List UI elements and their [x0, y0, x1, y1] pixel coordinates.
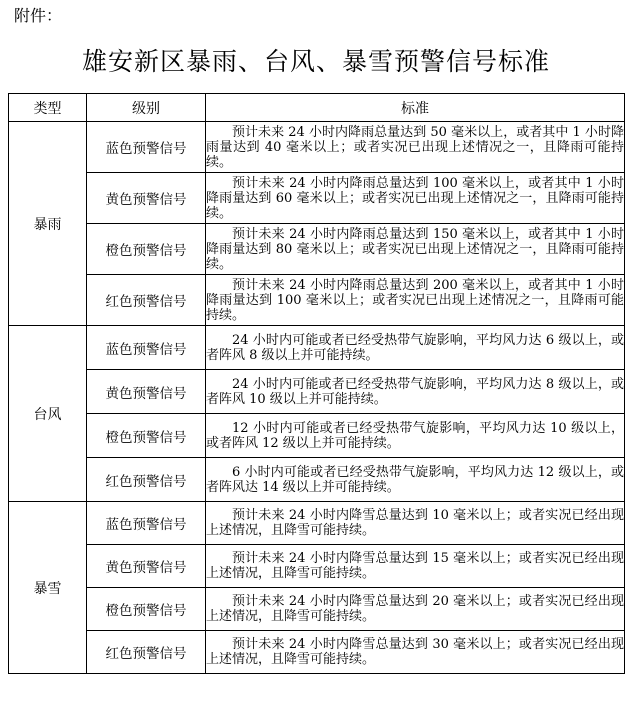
standard-cell: 24 小时内可能或者已经受热带气旋影响，平均风力达 6 级以上，或者阵风 8 级以上并可能持续。 [206, 326, 625, 370]
level-cell: 红色预警信号 [87, 275, 206, 326]
level-cell: 橙色预警信号 [87, 588, 206, 631]
header-level: 级别 [87, 94, 206, 122]
standard-cell: 预计未来 24 小时内降雪总量达到 30 毫米以上；或者实况已经出现上述情况，且降雪可能持续。 [206, 631, 625, 674]
document-title: 雄安新区暴雨、台风、暴雪预警信号标准 [81, 47, 550, 76]
table-row [9, 224, 625, 275]
standard-cell: 预计未来 24 小时内降雨总量达到 200 毫米以上，或者其中 1 小时降雨量达到 100 毫米以上；或者实况已出现上述情况之一，且降雨可能持续。 [206, 275, 625, 326]
standard-cell: 预计未来 24 小时内降雪总量达到 10 毫米以上；或者实况已经出现上述情况，且降雪可能持续。 [206, 502, 625, 545]
standard-cell: 6 小时内可能或者已经受热带气旋影响，平均风力达 12 级以上，或者阵风达 14 级以上并可能持续。 [206, 458, 625, 502]
table-row [9, 326, 625, 370]
warning-standards-table [8, 93, 625, 674]
header-type: 类型 [9, 94, 87, 122]
standard-cell: 24 小时内可能或者已经受热带气旋影响，平均风力达 8 级以上，或者阵风 10 级以上并可能持续。 [206, 370, 625, 414]
header-standard: 标准 [206, 94, 625, 122]
standard-cell: 预计未来 24 小时内降雨总量达到 50 毫米以上，或者其中 1 小时降雨量达到 40 毫米以上；或者实况已出现上述情况之一，且降雨可能持续。 [206, 122, 625, 173]
standard-cell: 预计未来 24 小时内降雪总量达到 15 毫米以上；或者实况已经出现上述情况，且降雪可能持续。 [206, 545, 625, 588]
table-row [9, 588, 625, 631]
standard-cell: 预计未来 24 小时内降雪总量达到 20 毫米以上；或者实况已经出现上述情况，且降雪可能持续。 [206, 588, 625, 631]
level-cell: 黄色预警信号 [87, 370, 206, 414]
table-row [9, 631, 625, 674]
table-header-row [9, 94, 625, 122]
table-row [9, 122, 625, 173]
table-row [9, 502, 625, 545]
level-cell: 橙色预警信号 [87, 224, 206, 275]
level-cell: 橙色预警信号 [87, 414, 206, 458]
level-cell: 蓝色预警信号 [87, 122, 206, 173]
table-row [9, 370, 625, 414]
table-row [9, 458, 625, 502]
table-row [9, 173, 625, 224]
table-row [9, 414, 625, 458]
level-cell: 蓝色预警信号 [87, 326, 206, 370]
level-cell: 蓝色预警信号 [87, 502, 206, 545]
level-cell: 黄色预警信号 [87, 545, 206, 588]
standard-cell: 预计未来 24 小时内降雨总量达到 150 毫米以上，或者其中 1 小时降雨量达到 80 毫米以上；或者实况已出现上述情况之一，且降雨可能持续。 [206, 224, 625, 275]
type-cell-snowstorm: 暴雪 [9, 502, 87, 674]
attachment-label: 附件： [14, 6, 63, 25]
level-cell: 红色预警信号 [87, 458, 206, 502]
level-cell: 黄色预警信号 [87, 173, 206, 224]
type-cell-typhoon: 台风 [9, 326, 87, 502]
type-cell-rainstorm: 暴雨 [9, 122, 87, 326]
table-row [9, 275, 625, 326]
table-row [9, 545, 625, 588]
standard-cell: 预计未来 24 小时内降雨总量达到 100 毫米以上，或者其中 1 小时降雨量达到 60 毫米以上；或者实况已出现上述情况之一，且降雨可能持续。 [206, 173, 625, 224]
level-cell: 红色预警信号 [87, 631, 206, 674]
standard-cell: 12 小时内可能或者已经受热带气旋影响，平均风力达 10 级以上，或者阵风 12 级以上并可能持续。 [206, 414, 625, 458]
